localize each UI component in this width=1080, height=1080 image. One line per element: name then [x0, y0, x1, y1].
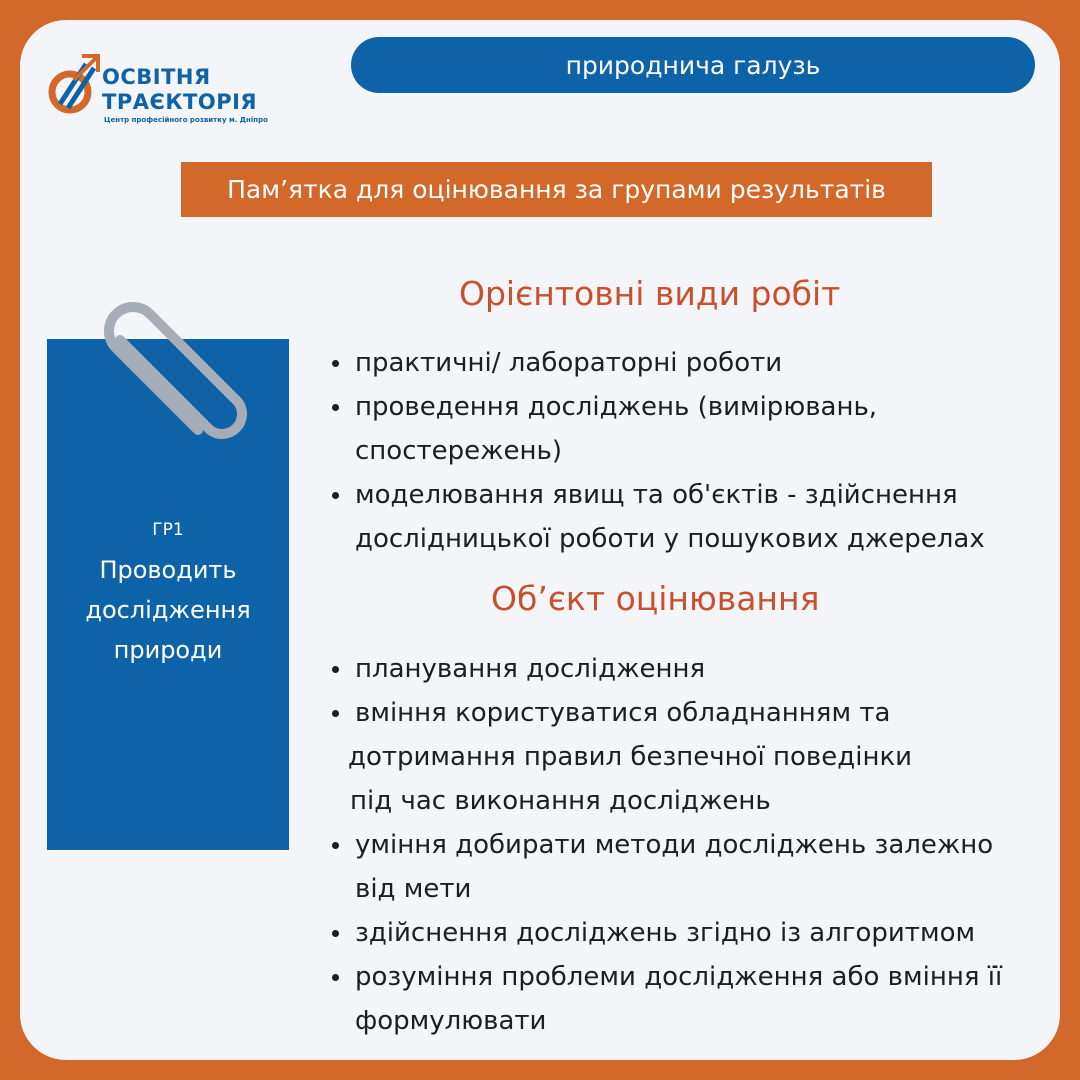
- banner-title: Пам’ятка для оцінювання за групами результатів: [227, 175, 886, 204]
- logo: [46, 50, 306, 130]
- list-item: здійснення досліджень згідно із алгоритмом: [330, 911, 1002, 955]
- category-label: природнича галузь: [565, 50, 821, 80]
- title-banner: [181, 162, 932, 217]
- work-types-list: [330, 341, 985, 561]
- category-pill: [351, 37, 1035, 93]
- group-description: [47, 550, 289, 670]
- group-description-line: природи: [113, 636, 223, 664]
- list-item: моделювання явищ та об'єктів - здійснення дослідницької роботи у пошукових джерелах: [330, 473, 985, 561]
- assessment-object-list: [330, 647, 1002, 1043]
- group-description-line: дослідження: [85, 596, 251, 624]
- list-item: планування дослідження: [330, 647, 1002, 691]
- paperclip-icon: [80, 300, 260, 470]
- list-item: вміння користуватися обладнанням та дотримання правил безпечної поведінки під час виконання досліджень: [330, 691, 1002, 823]
- list-item: уміння добирати методи досліджень залежно від мети: [330, 823, 1002, 911]
- logo-title-line1: ОСВІТНЯ: [102, 65, 211, 89]
- assessment-object-title: Об’єкт оцінювання: [491, 579, 820, 618]
- work-types-title: Орієнтовні види робіт: [459, 274, 841, 313]
- group-description-line: Проводить: [99, 556, 237, 584]
- logo-title-line2: ТРАЄКТОРІЯ: [102, 90, 258, 114]
- list-item: розуміння проблеми дослідження або вміння її формулювати: [330, 955, 1002, 1043]
- logo-subtitle: Центр професійного розвитку м. Дніпро: [104, 116, 268, 124]
- list-item: практичні/ лабораторні роботи: [330, 341, 985, 385]
- list-item: проведення досліджень (вимірювань, спостережень): [330, 385, 985, 473]
- trajectory-logo-icon: [46, 50, 106, 120]
- group-code: ГР1: [152, 520, 184, 540]
